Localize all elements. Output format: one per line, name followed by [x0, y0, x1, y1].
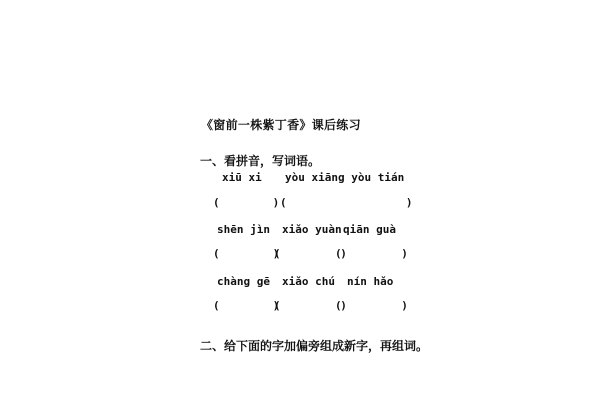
pinyin-changge: chàng gē	[217, 275, 270, 288]
section-2-heading: 二、给下面的字加偏旁组成新字，再组词。	[200, 339, 429, 353]
answer-blank[interactable]: ( )	[335, 299, 408, 312]
answer-blank[interactable]: ( )	[213, 247, 280, 260]
pinyin-youxiangyoutian: yòu xiāng yòu tián	[285, 171, 405, 184]
pinyin-ninhao: nín hǎo	[347, 275, 394, 288]
pinyin-xiuxi: xiū xi	[222, 171, 262, 184]
pinyin-xiaoyuan: xiǎo yuàn	[282, 223, 342, 236]
worksheet-title: 《窗前一株紫丁香》课后练习	[201, 118, 361, 132]
pinyin-shenjin: shēn jìn	[217, 223, 270, 236]
answer-blank[interactable]: ( )	[213, 196, 280, 209]
answer-blank[interactable]: ( )	[274, 299, 347, 312]
answer-blank[interactable]: ( )	[280, 196, 413, 209]
section-1-heading: 一、看拼音，写词语。	[200, 154, 321, 168]
answer-blank[interactable]: ( )	[274, 247, 347, 260]
pinyin-qiangua: qiān guà	[343, 223, 396, 236]
answer-blank[interactable]: ( )	[335, 247, 408, 260]
pinyin-xiaochu: xiǎo chú	[282, 275, 335, 288]
answer-blank[interactable]: ( )	[213, 299, 280, 312]
